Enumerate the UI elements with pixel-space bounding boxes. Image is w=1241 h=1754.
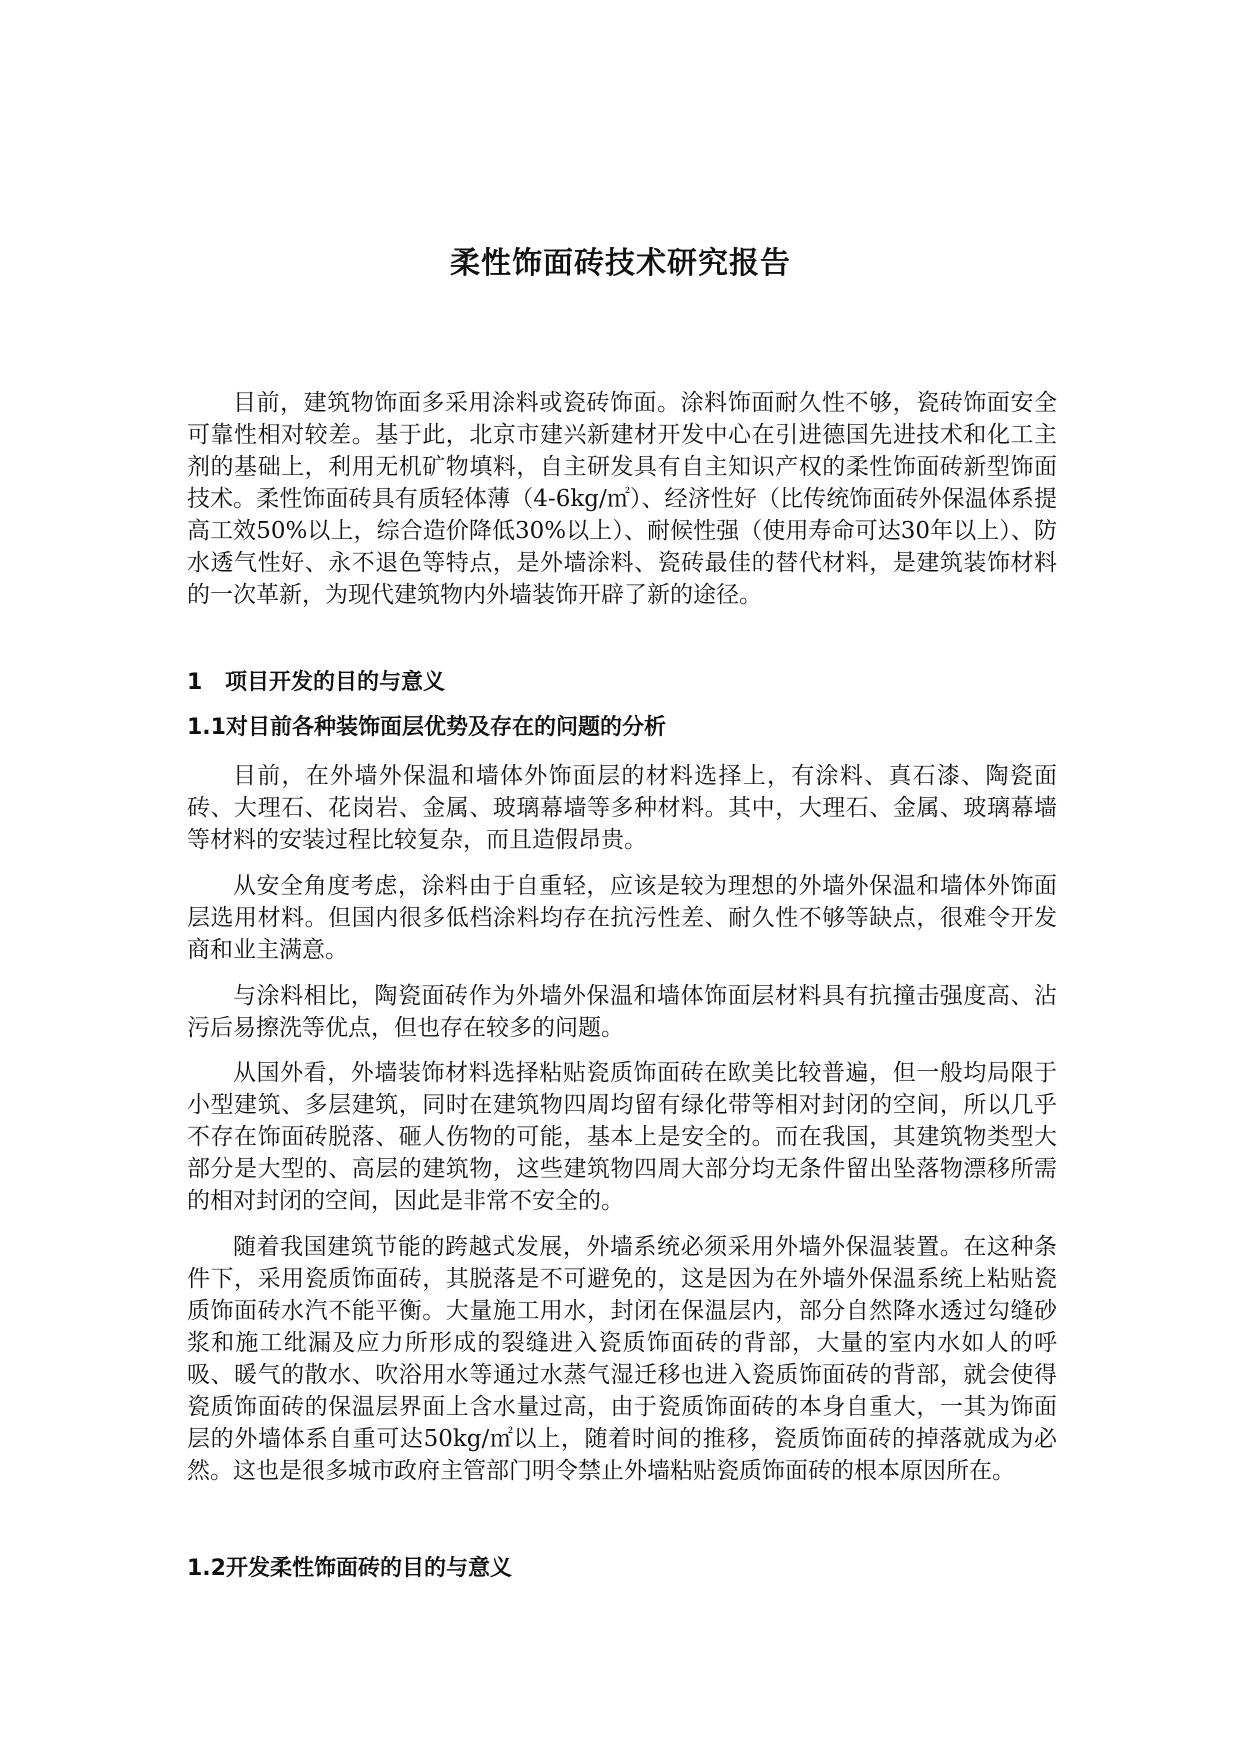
- section-1-heading: [187, 667, 1057, 699]
- section-1-number: 1: [187, 670, 203, 695]
- section-1-title: 项目开发的目的与意义: [225, 670, 446, 695]
- paragraph-safety: 从安全角度考虑，涂料由于自重轻，应该是较为理想的外墙外保温和墙体外饰面层选用材料。但国内很多低档涂料均存在抗污性差、耐久性不够等缺点，很难令开发商和业主满意。: [187, 873, 1057, 963]
- paragraph-ceramic-tile: 与涂料相比，陶瓷面砖作为外墙外保温和墙体饰面层材料具有抗撞击强度高、沾污后易擦洗等优点，但也存在较多的问题。: [187, 983, 1057, 1041]
- intro-paragraph: 目前，建筑物饰面多采用涂料或瓷砖饰面。涂料饰面耐久性不够，瓷砖饰面安全可靠性相对较差。基于此，北京市建兴新建材开发中心在引进德国先进技术和化工主剂的基础上，利用无机矿物填料，自主研发具有自主知识产权的柔性饰面砖新型饰面技术。柔性饰面砖具有质轻体薄（4-6kg/㎡）、经济性好（比传统饰面砖外保温体系提高工效50%以上，综合造价降低30%以上）、耐候性强（使用寿命可达30年以上）、防水透气性好、永不退色等特点，是外墙涂料、瓷砖最佳的替代材料，是建筑装饰材料的一次革新，为现代建筑物内外墙装饰开辟了新的途径。: [187, 390, 1057, 608]
- section-1-2-heading: 1.2开发柔性饰面砖的目的与意义: [187, 1556, 512, 1581]
- paragraph-materials: 目前，在外墙外保温和墙体外饰面层的材料选择上，有涂料、真石漆、陶瓷面砖、大理石、花岗岩、金属、玻璃幕墙等多种材料。其中，大理石、金属、玻璃幕墙等材料的安装过程比较复杂，而且造假昂贵。: [187, 763, 1057, 853]
- document-title: 柔性饰面砖技术研究报告: [450, 246, 791, 281]
- section-1-1-heading: 1.1对目前各种装饰面层优势及存在的问题的分析: [187, 715, 666, 740]
- paragraph-abroad: 从国外看，外墙装饰材料选择粘贴瓷质饰面砖在欧美比较普遍，但一般均局限于小型建筑、多层建筑，同时在建筑物四周均留有绿化带等相对封闭的空间，所以几乎不存在饰面砖脱落、砸人伤物的可能，基本上是安全的。而在我国，其建筑物类型大部分是大型的、高层的建筑物，这些建筑物四周大部分均无条件留出坠落物漂移所需的相对封闭的空间，因此是非常不安全的。: [187, 1060, 1057, 1214]
- paragraph-energy-saving: 随着我国建筑节能的跨越式发展，外墙系统必须采用外墙外保温装置。在这种条件下，采用瓷质饰面砖，其脱落是不可避免的，这是因为在外墙外保温系统上粘贴瓷质饰面砖水汽不能平衡。大量施工用水，封闭在保温层内，部分自然降水透过勾缝砂浆和施工纰漏及应力所形成的裂缝进入瓷质饰面砖的背部，大量的室内水如人的呼吸、暖气的散水、吹浴用水等通过水蒸气湿迁移也进入瓷质饰面砖的背部，就会使得瓷质饰面砖的保温层界面上含水量过高，由于瓷质饰面砖的本身自重大，一其为饰面层的外墙体系自重可达50kg/㎡以上，随着时间的推移，瓷质饰面砖的掉落就成为必然。这也是很多城市政府主管部门明令禁止外墙粘贴瓷质饰面砖的根本原因所在。: [187, 1234, 1057, 1484]
